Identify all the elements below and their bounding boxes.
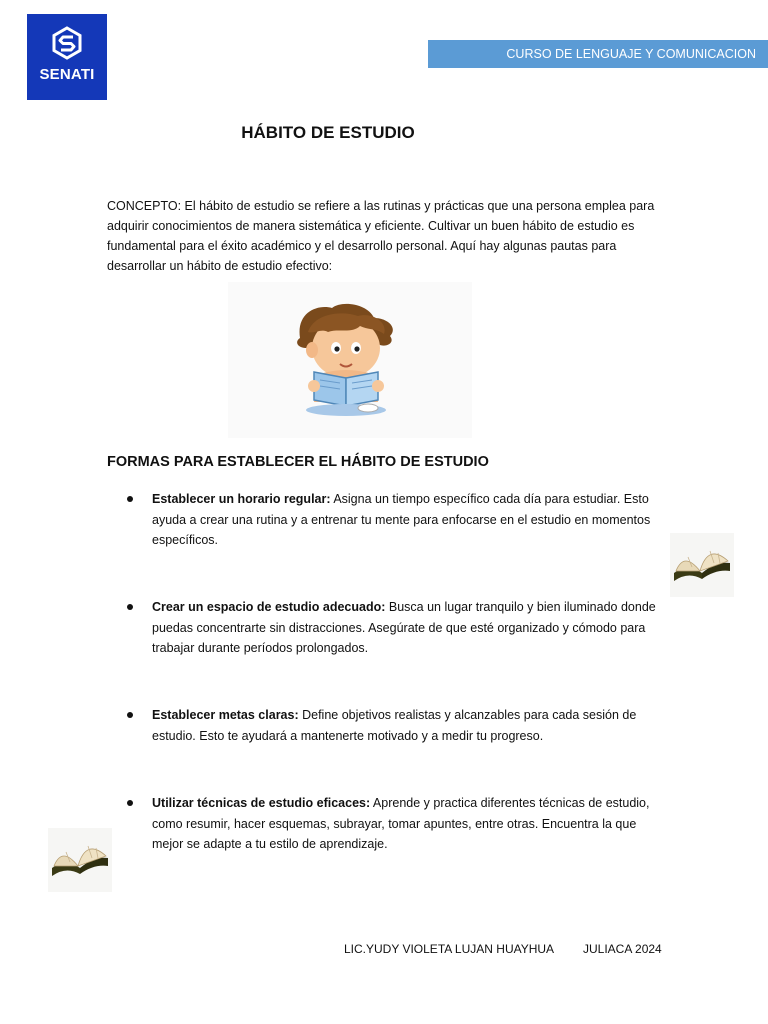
bullet-dot [127,604,133,610]
bullet-dot [127,496,133,502]
course-banner: CURSO DE LENGUAJE Y COMUNICACION [428,40,768,68]
footer-place-year: JULIACA 2024 [583,942,662,956]
logo-text: SENATI [39,66,95,83]
bullet-dot [127,712,133,718]
item-text: Asigna un tiempo específico cada día para estudiar. Esto ayuda a crear una rutina y a entrenar tu mente para enfocarse en el estudio en momentos específicos. [152,492,651,547]
list-item [127,489,667,551]
page-title: HÁBITO DE ESTUDIO [241,123,415,142]
open-book-icon [48,828,112,892]
item-text: Busca un lugar tranquilo y bien iluminado donde puedas concentrarte sin distracciones. Asegúrate de que esté organizado y cómodo para trabajar durante períodos prolongados. [152,600,656,655]
item-label: Crear un espacio de estudio adecuado: [152,600,386,614]
item-label: Establecer metas claras: [152,708,299,722]
item-text: Aprende y practica diferentes técnicas de estudio, como resumir, hacer esquemas, subrayar, tomar apuntes, entre otras. Encuentra la que mejor se adapte a tu estilo de aprendizaje. [152,796,650,851]
footer-author: LIC.YUDY VIOLETA LUJAN HUAYHUA [344,942,555,956]
section-title: FORMAS PARA ESTABLECER EL HÁBITO DE ESTUDIO [107,454,489,470]
item-text: Define objetivos realistas y alcanzables para cada sesión de estudio. Esto te ayudará a mantenerte motivado y a medir tu progreso. [152,708,637,743]
list-item [127,597,667,659]
item-label: Establecer un horario regular: [152,492,331,506]
list-item [127,793,667,855]
item-label: Utilizar técnicas de estudio eficaces: [152,796,371,810]
list-item [127,705,667,746]
bullet-dot [127,800,133,806]
open-book-icon [670,533,734,597]
concept-paragraph: CONCEPTO: El hábito de estudio se refiere a las rutinas y prácticas que una persona emplea para adquirir conocimientos de manera sistemática y eficiente. Cultivar un buen hábito de estudio es fundamental para el éxito académico y el desarrollo personal. Aquí hay algunas pautas para desarrollar un hábito de estudio efectivo: [107,199,655,273]
